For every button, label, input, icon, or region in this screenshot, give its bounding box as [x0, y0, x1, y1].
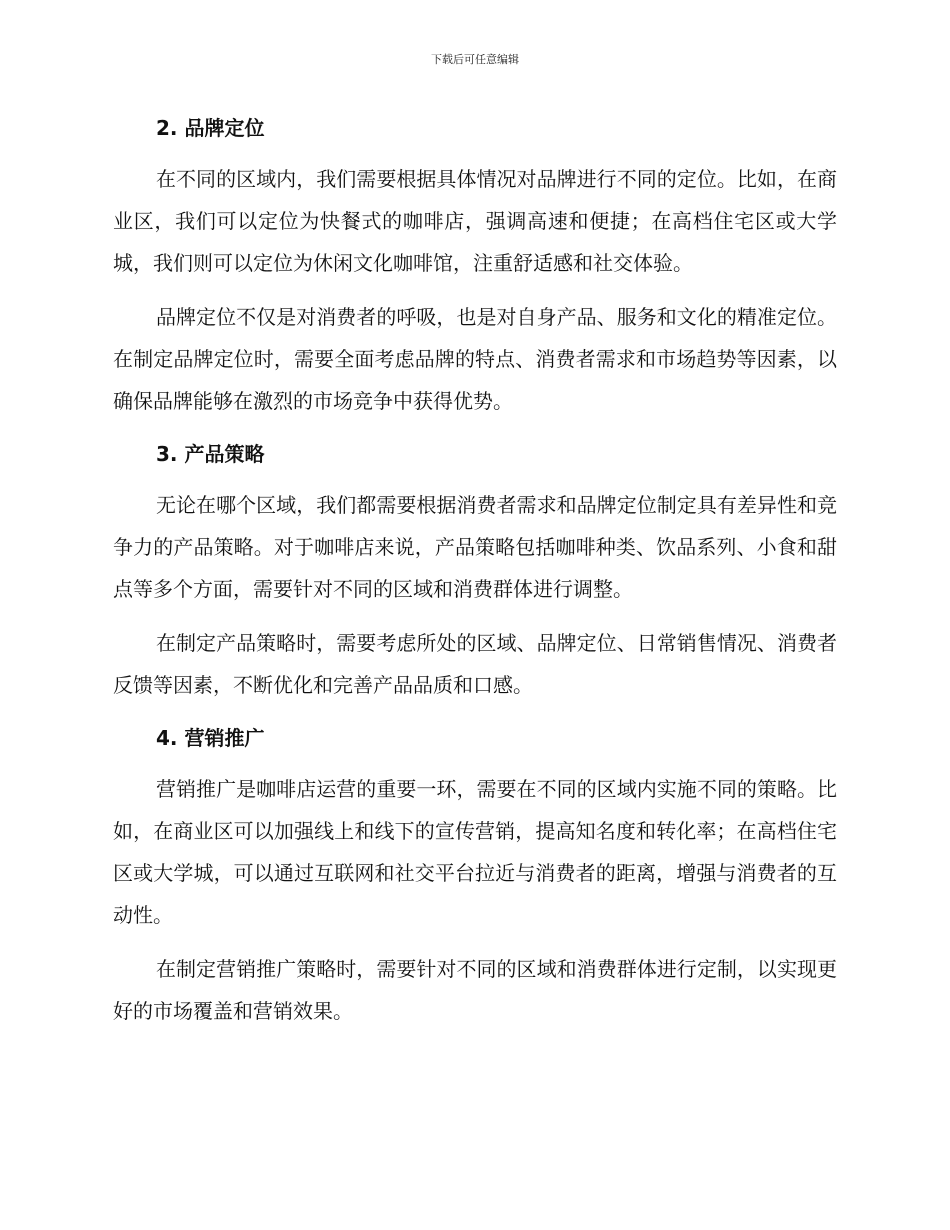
document-body — [113, 108, 837, 1044]
section-marketing-promotion — [113, 718, 837, 1032]
section-product-strategy — [113, 434, 837, 706]
page-header: 下载后可任意编辑 — [431, 53, 519, 66]
paragraph: 在制定营销推广策略时，需要针对不同的区域和消费群体进行定制，以实现更好的市场覆盖和营销效果。 — [113, 957, 837, 1023]
paragraph: 无论在哪个区域，我们都需要根据消费者需求和品牌定位制定具有差异性和竞争力的产品策略。对于咖啡店来说，产品策略包括咖啡种类、饮品系列、小食和甜点等多个方面，需要针对不同的区域和消费群体进行调整。 — [113, 493, 837, 601]
paragraph: 在不同的区域内，我们需要根据具体情况对品牌进行不同的定位。比如，在商业区，我们可以定位为快餐式的咖啡店，强调高速和便捷；在高档住宅区或大学城，我们则可以定位为休闲文化咖啡馆，注重舒适感和社交体验。 — [113, 167, 837, 275]
paragraph: 在制定产品策略时，需要考虑所处的区域、品牌定位、日常销售情况、消费者反馈等因素，不断优化和完善产品品质和口感。 — [113, 631, 837, 697]
section-heading: 2. 品牌定位 — [156, 116, 265, 140]
paragraph: 品牌定位不仅是对消费者的呼吸，也是对自身产品、服务和文化的精准定位。在制定品牌定位时，需要全面考虑品牌的特点、消费者需求和市场趋势等因素，以确保品牌能够在激烈的市场竞争中获得优势。 — [113, 305, 837, 413]
section-heading: 4. 营销推广 — [156, 726, 265, 750]
section-heading: 3. 产品策略 — [156, 442, 265, 466]
paragraph: 营销推广是咖啡店运营的重要一环，需要在不同的区域内实施不同的策略。比如，在商业区可以加强线上和线下的宣传营销，提高知名度和转化率；在高档住宅区或大学城，可以通过互联网和社交平台拉近与消费者的距离，增强与消费者的互动性。 — [113, 777, 837, 927]
section-brand-positioning — [113, 108, 837, 422]
